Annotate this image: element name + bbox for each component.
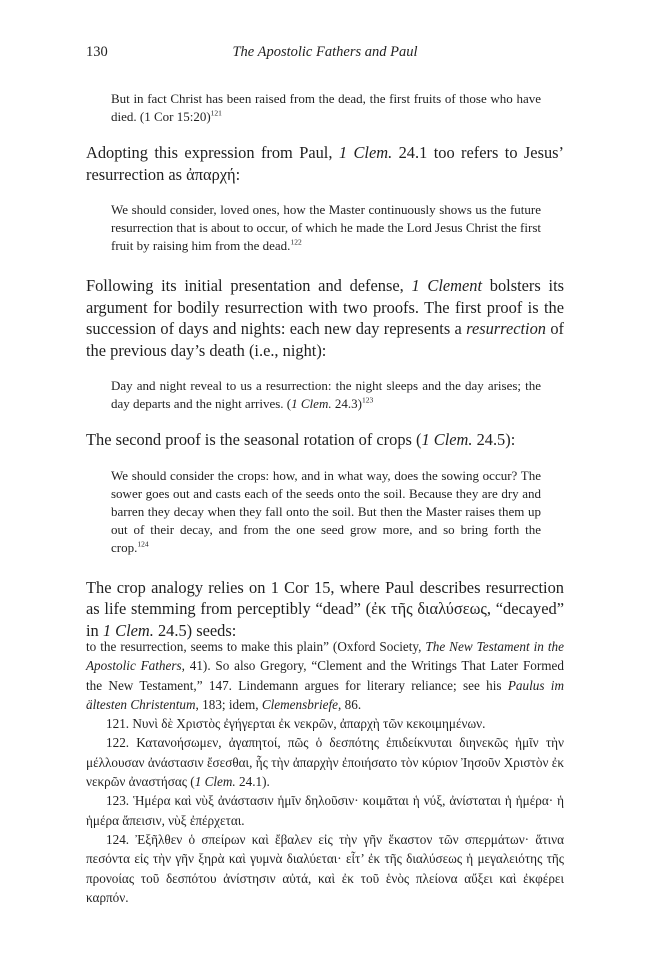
footnote-124 [86,830,564,907]
footnote-122: 122. Κατανοήσωμεν, ἀγαπητοί, πῶς ὁ δεσπότης ἐπιδείκνυται διηνεκῶς ἡμῖν τὴν μέλλουσαν ἀνάστασιν ἔσεσθαι, ἧς τὴν ἀπαρχὴν ἐποιήσατο τὸν κύριον Ἰησοῦν Χριστὸν ἐκ νεκρῶν ἀναστήσας (1 Clem. 24.1). [86,735,565,790]
quote-text: Day and night reveal to us a resurrection: the night sleeps and the day arises; the day departs and the night arrives. ( [111,378,541,411]
page-number: 130 [86,44,108,60]
paragraph-1 [86,142,564,185]
citation: 1 Clem. [291,396,332,411]
citation: 1 Clem. [338,143,393,162]
paragraph-text: bolsters its argument for bodily resurrection with two proofs. The first proof is the succession of days and nights: each new day represents a [86,276,564,338]
footnote-number: 123. [106,793,130,809]
footnote-123 [86,791,564,830]
paragraph-text: : [235,164,241,184]
paragraph-text: 24.5) seeds: [153,620,237,640]
paragraph-text: 24.1 too refers to Jesus’ resurrection as [86,143,564,184]
greek-term: ἀπαρχή [186,164,236,184]
emphasis: resurrection [466,319,546,338]
greek-term: ἐκ τῆς διαλύσεως [371,599,487,618]
block-quote-4 [111,467,541,557]
paragraph-2 [86,275,564,361]
quote-text: We should consider the crops: how, and in what way, does the sowing occur? The sower goes out and casts each of the seeds onto the soil. Because they are dry and barren they decay when they fall onto the soil. But then the Master raises them up out of their decay, and from the one seed grow more, and so bring forth the crop. [111,467,541,555]
footnotes [86,637,564,907]
citation: 1 Clem. [102,620,154,640]
running-title: The Apostolic Fathers and Paul [232,44,418,60]
footnote-continuation: to the resurrection, seems to make this plain” (Oxford Society, The New Testament in the Apostolic Fathers, 41). So also Gregory, “Clement and the Writings That Later Formed the New Testament,” 147. Lindemann argues for literary reliance; see his Paulus im ältesten Christentum, 183; idem, Clemensbriefe, 86. [86,639,564,712]
block-quote-1 [111,90,541,126]
block-quote-2 [111,201,541,255]
paragraph-text: The second proof is the seasonal rotation of crops ( [86,430,422,449]
paragraph-text: of the previous day’s death (i.e., night): [86,319,564,360]
paragraph-text: Following its initial presentation and defense, [86,276,412,295]
quote-text: But in fact Christ has been raised from the dead, the first fruits of those who have died. (1 Cor 15:20) [111,91,541,124]
page-header [86,44,564,64]
footnote-ref-122[interactable]: 122 [290,237,302,247]
paragraph-text: Adopting this expression from Paul, [86,143,339,162]
footnote-greek-text: Κατανοήσωμεν, ἀγαπητοί, πῶς ὁ δεσπότης ἐπιδείκνυται διηνεκῶς ἡμῖν τὴν μέλλουσαν ἀνάστασιν ἔσεσθαι, ἧς τὴν ἀπαρχὴν ἐποιήσατο τὸν κύριον Ἰησοῦν Χριστὸν ἐκ νεκρῶν ἀναστήσας ( [86,735,565,790]
paragraph-text: , “decayed” in [86,599,564,640]
footnote-ref-123[interactable]: 123 [361,395,374,405]
quote-text: 24.3) [331,396,362,411]
footnote-number: 121. [106,716,130,732]
main-text [86,90,564,641]
book-title: Clemensbriefe [261,696,339,712]
citation: 1 Clement [411,276,483,295]
block-quote-3 [111,377,541,413]
citation: 1 Clem. [421,430,473,449]
book-title: Paulus im ältesten Christentum [86,677,564,712]
quote-text: We should consider, loved ones, how the Master continuously shows us the future resurrection that is about to occur, of which he made the Lord Jesus Christ the first fruit by raising him from the dead. [111,202,541,253]
book-title: The New Testament in the Apostolic Fathers [86,639,564,674]
footnote-121 [86,714,564,733]
footnote-greek-text: Ἐξῆλθεν ὁ σπείρων καὶ ἔβαλεν εἰς τὴν γῆν ἕκαστον τῶν σπερμάτων· ἅτινα πεσόντα εἰς τὴν γῆν ξηρὰ καὶ γυμνὰ διαλύεται· εἶτ’ ἐκ τῆς διαλύσεως ἡ μεγαλειότης τῆς προνοίας τοῦ δεσπότου ἀνίστησιν αὐτά, καὶ ἐκ τοῦ ἑνὸς πλείονα αὔξει καὶ ἐκφέρει καρπόν. [86,831,564,905]
footnote-ref-124[interactable]: 124 [137,539,149,549]
paragraph-text: 24.5): [472,430,516,449]
paragraph-4 [86,577,564,642]
footnote-greek-text: Ἡμέρα καὶ νὺξ ἀνάστασιν ἡμῖν δηλοῦσιν· κοιμᾶται ἡ νύξ, ἀνίσταται ἡ ἡμέρα· ἡ ἡμέρα ἄπεισιν, νὺξ ἐπέρχεται. [86,793,564,828]
paragraph-text: The crop analogy relies on 1 Cor 15, where Paul describes resurrection as life stemming from perceptibly “dead” ( [86,577,564,618]
footnote-number: 122. [106,735,130,751]
footnote-ref-121[interactable]: 121 [210,108,222,118]
paragraph-3 [86,429,564,451]
footnote-greek-text: Νυνὶ δὲ Χριστὸς ἐγήγερται ἐκ νεκρῶν, ἀπαρχὴ τῶν κεκοιμημένων. [132,716,486,732]
footnote-number: 124. [106,831,130,847]
citation: 1 Clem. [194,774,236,790]
